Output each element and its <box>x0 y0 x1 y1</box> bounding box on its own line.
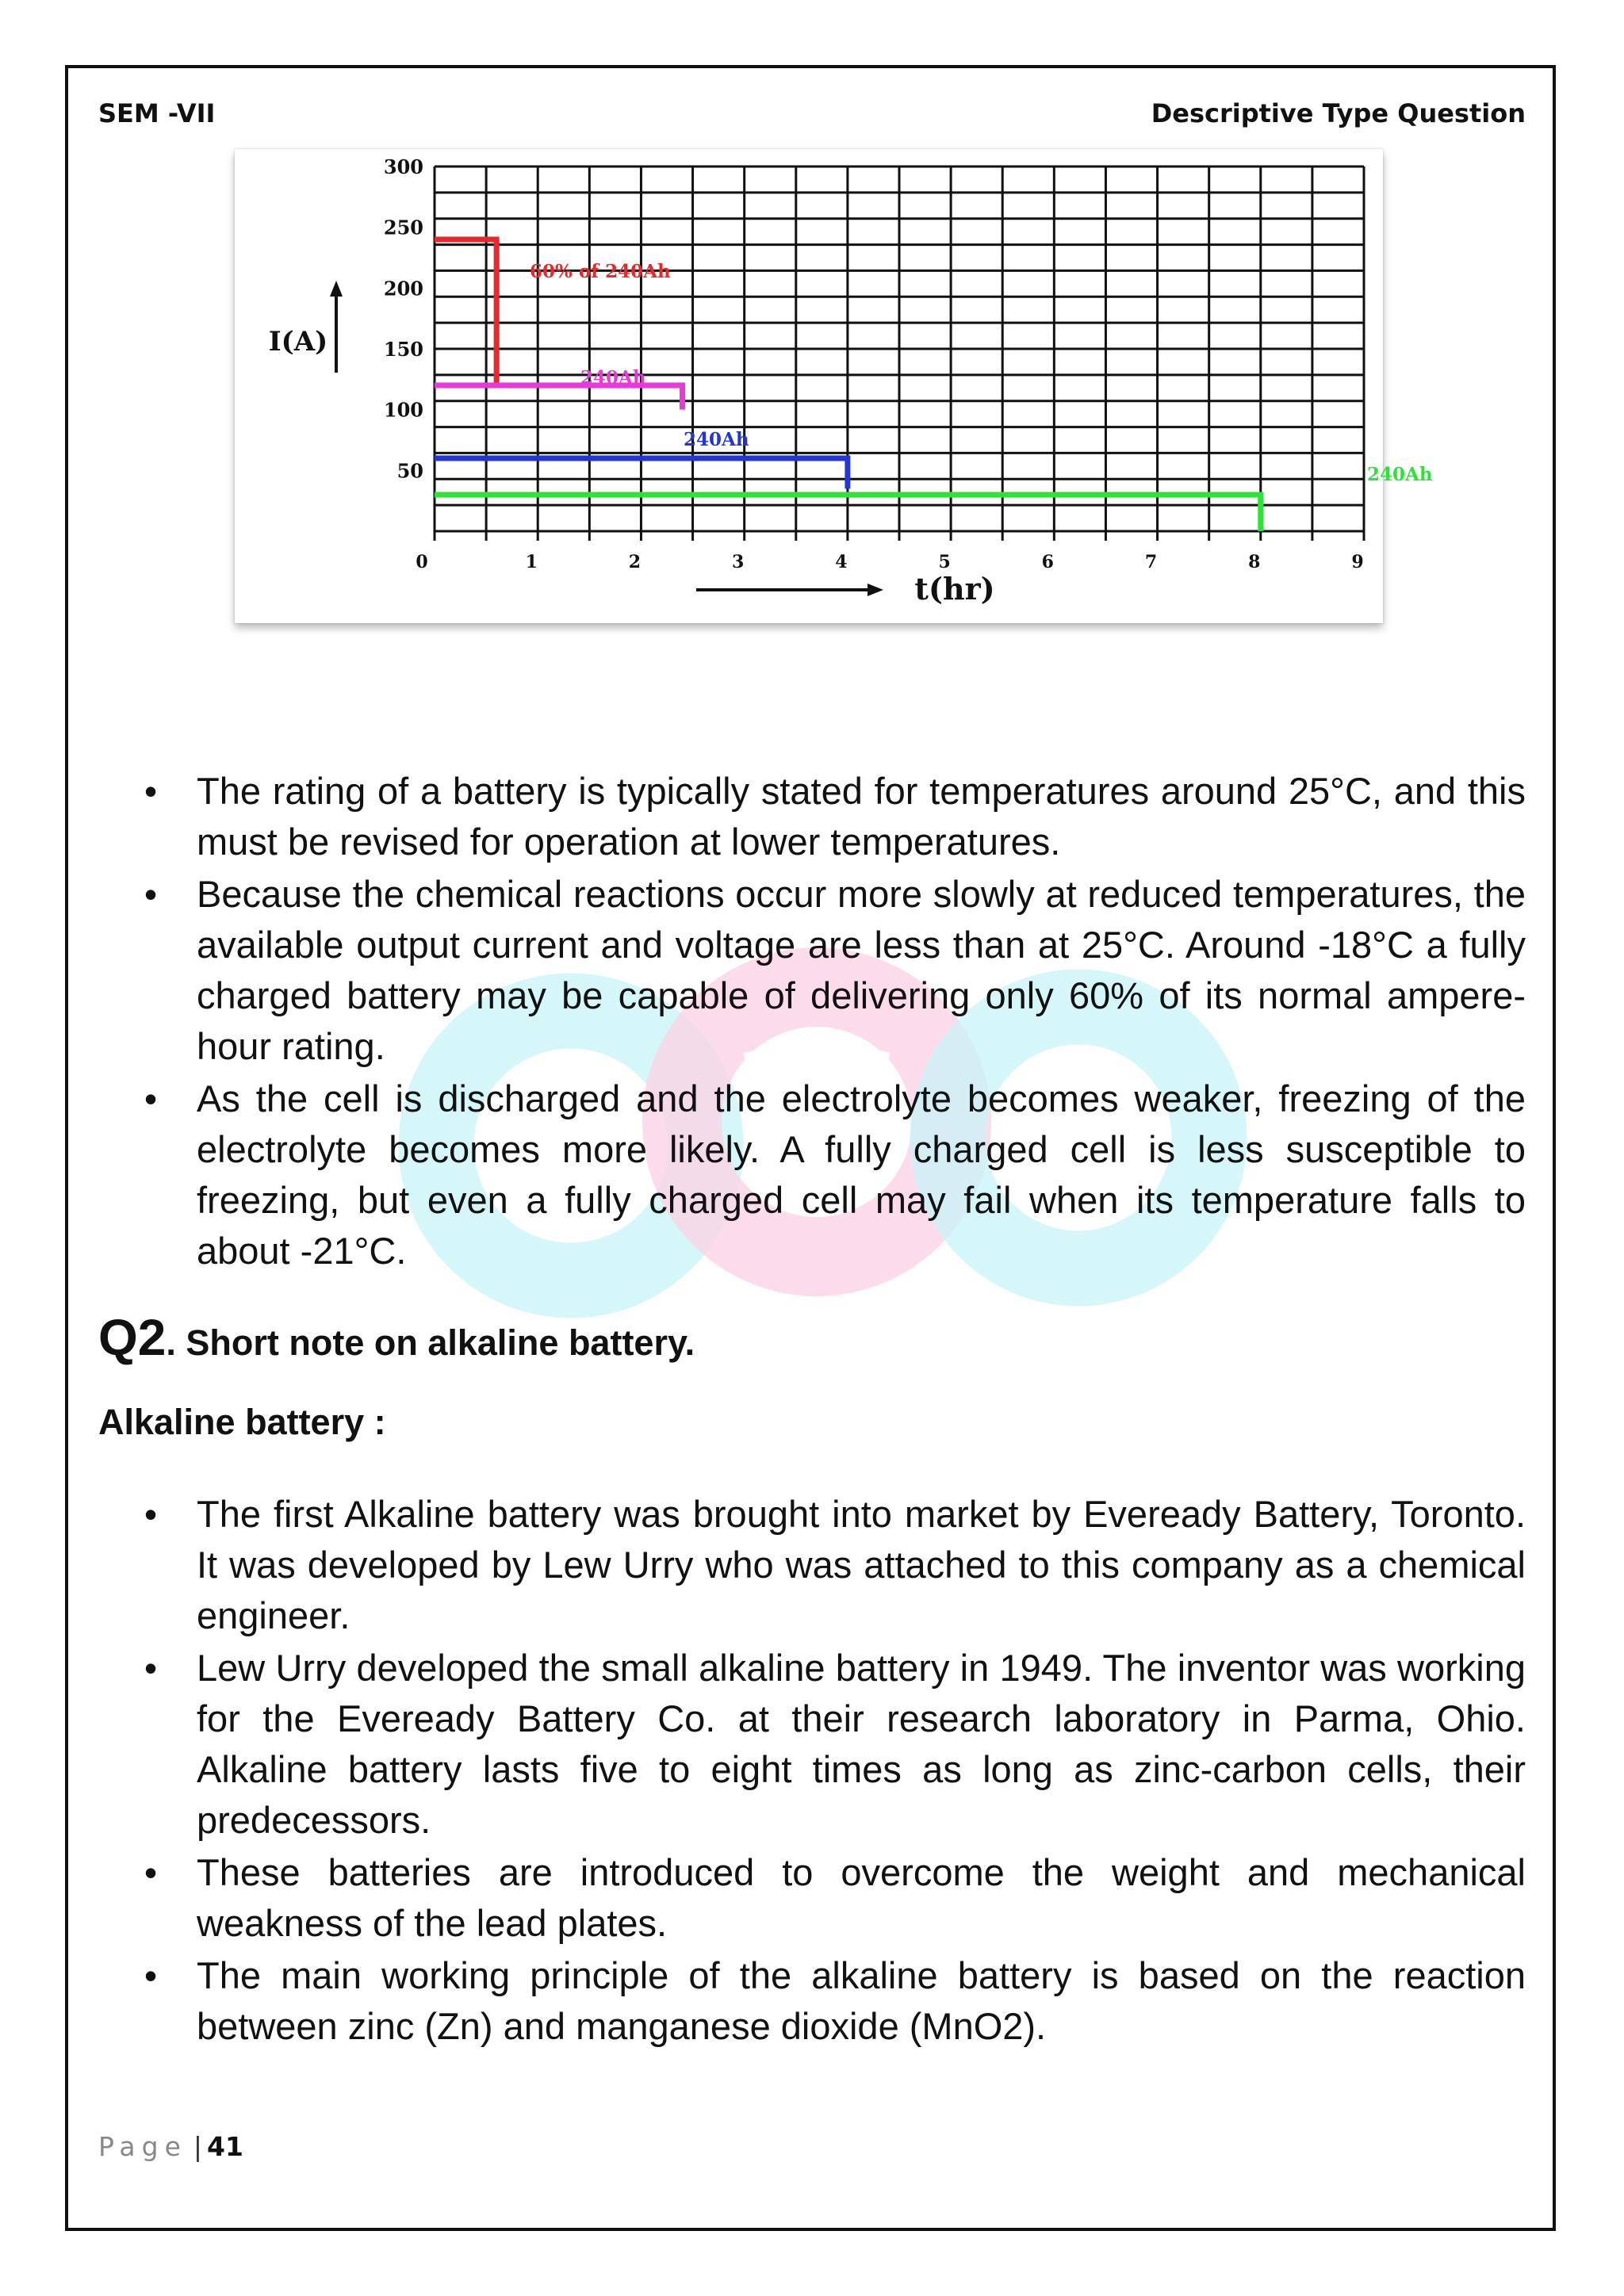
series-line <box>435 385 683 410</box>
x-tick-label: 7 <box>1144 552 1158 572</box>
y-tick-label: 250 <box>383 216 423 239</box>
header-semester: SEM -VII <box>98 98 216 128</box>
x-axis-arrow-head <box>868 584 883 596</box>
question-heading <box>98 1308 695 1367</box>
x-tick-label: 2 <box>628 552 642 572</box>
alkaline-battery-subheading: Alkaline battery : <box>98 1402 386 1442</box>
bullet-item: • The main working principle of the alkaline battery is based on the reaction between zinc (Zn) and manganese dioxide (MnO2). <box>98 1950 1526 2052</box>
temperature-effects-list <box>98 766 1526 1278</box>
y-tick-label: 300 <box>383 155 423 178</box>
footer-separator: | <box>193 2131 203 2162</box>
x-tick-label: 6 <box>1041 552 1054 572</box>
series-label: 240Ah <box>580 367 646 388</box>
x-tick-label: 4 <box>835 552 848 572</box>
header-section-title: Descriptive Type Question <box>1151 98 1526 128</box>
y-axis-arrow-head <box>330 281 343 297</box>
x-tick-label: 8 <box>1248 552 1261 572</box>
question-number: Q2 <box>98 1309 167 1366</box>
footer-page-label: Page <box>98 2131 187 2162</box>
x-tick-label: 5 <box>938 552 951 572</box>
alkaline-battery-list <box>98 1489 1526 2053</box>
x-tick-label: 1 <box>525 552 538 572</box>
bullet-item: • These batteries are introduced to overcome the weight and mechanical weakness of the lead plates. <box>98 1847 1526 1949</box>
x-tick-label: 3 <box>732 552 745 572</box>
footer-page-number: 41 <box>207 2131 243 2162</box>
series-label: 240Ah <box>684 429 749 450</box>
bullet-item: • Because the chemical reactions occur more slowly at reduced temperatures, the available output current and voltage are less than at 25°C. Around -18°C a fully charged battery may be capable of delivering only 60% of its normal ampere-hour rating. <box>98 869 1526 1072</box>
series-label: 240Ah <box>1367 464 1433 485</box>
x-axis-label: t(hr) <box>914 571 995 607</box>
bullet-item: • As the cell is discharged and the electrolyte becomes weaker, freezing of the electrolyte becomes more likely. A fully charged cell is less susceptible to freezing, but even a fully charged cell may fail when its temperature falls to about -21°C. <box>98 1073 1526 1276</box>
x-tick-label: 9 <box>1351 552 1364 572</box>
bullet-item: • The rating of a battery is typically stated for temperatures around 25°C, and this must be revised for operation at lower temperatures. <box>98 766 1526 867</box>
bullet-item: • The first Alkaline battery was brought into market by Eveready Battery, Toronto. It was developed by Lew Urry who was attached to this company as a chemical engineer. <box>98 1489 1526 1641</box>
y-tick-label: 200 <box>383 277 423 300</box>
discharge-chart-figure <box>235 149 1433 623</box>
discharge-chart <box>235 149 1433 623</box>
question-text: . Short note on alkaline battery. <box>166 1322 695 1363</box>
y-tick-label: 50 <box>396 459 423 483</box>
y-axis-label: I(A) <box>268 326 328 358</box>
y-tick-label: 100 <box>383 398 423 422</box>
series-label: 60% of 240Ah <box>530 261 671 282</box>
y-tick-label: 150 <box>383 338 423 361</box>
page-footer <box>98 2131 243 2162</box>
bullet-item: • Lew Urry developed the small alkaline battery in 1949. The inventor was working for the Eveready Battery Co. at their research laboratory in Parma, Ohio. Alkaline battery lasts five to eight times as long as zinc-carbon cells, their predecessors. <box>98 1643 1526 1846</box>
x-tick-label: 0 <box>416 552 428 572</box>
